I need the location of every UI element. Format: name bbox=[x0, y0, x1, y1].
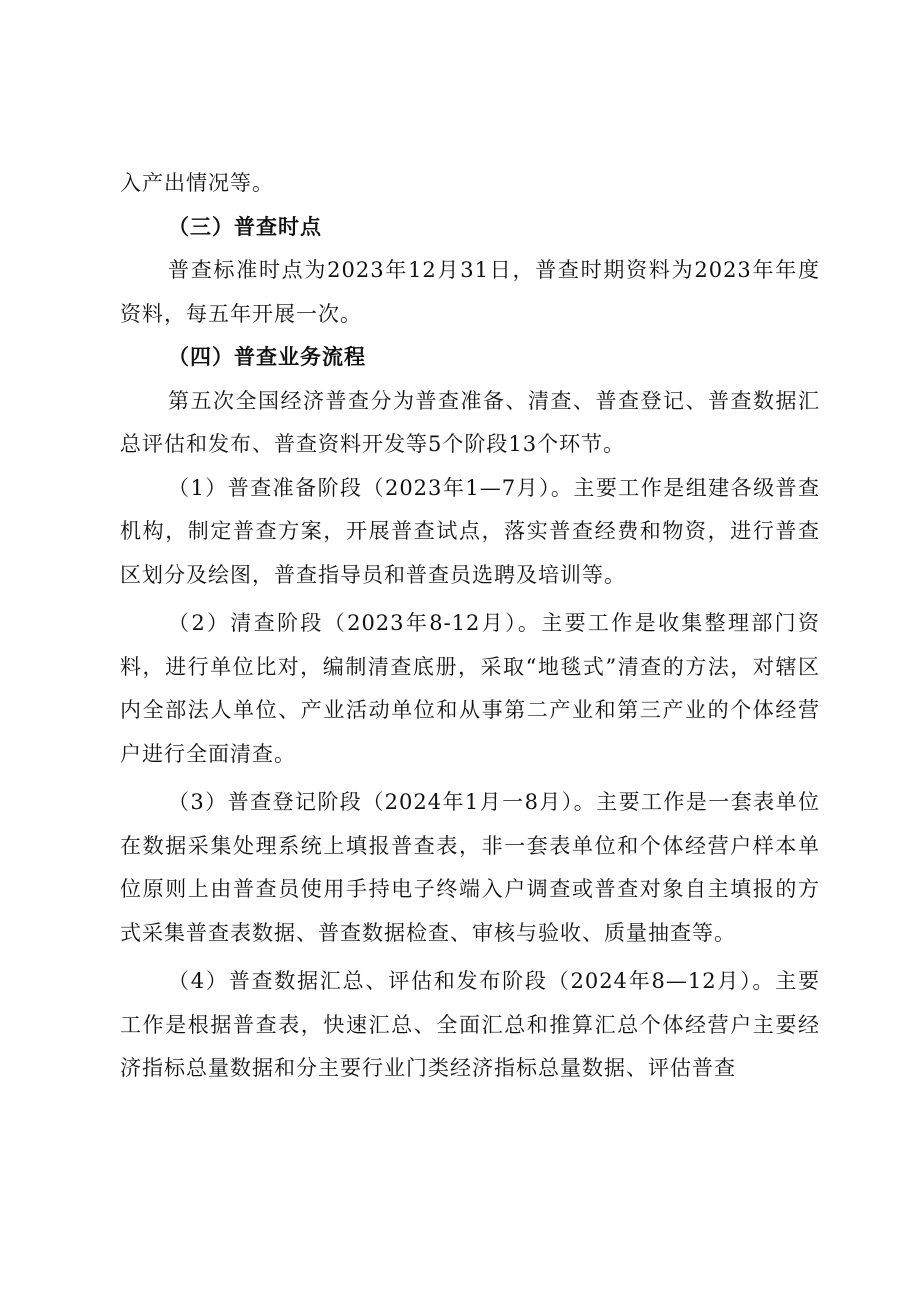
continuation-paragraph: 入产出情况等。 bbox=[120, 171, 274, 195]
document-page bbox=[120, 162, 820, 1091]
section-3-heading: （三）普查时点 bbox=[168, 214, 322, 239]
section-4-heading: （四）普查业务流程 bbox=[168, 345, 366, 369]
stage-1-paragraph: （1）普查准备阶段（2023年1—7月）。主要工作是组建各级普查机构，制定普查方案，开展普查试点，落实普查经费和物资，进行普查区划分及绘图，普查指导员和普查员选聘及培训等。 bbox=[120, 475, 820, 587]
stage-4-paragraph: （4）普查数据汇总、评估和发布阶段（2024年8—12月）。主要工作是根据普查表，快速汇总、全面汇总和推算汇总个体经营户主要经济指标总量数据和分主要行业门类经济指标总量数据、评估普查 bbox=[120, 969, 820, 1080]
stage-3-paragraph: （3）普查登记阶段（2024年1月一8月）。主要工作是一套表单位在数据采集处理系统上填报普查表，非一套表单位和个体经营户样本单位原则上由普查员使用手持电子终端入户调查或普查对象自主填报的方式采集普查表数据、普查数据检查、审核与验收、质量抽查等。 bbox=[120, 790, 820, 945]
section-3-body: 普查标准时点为2023年12月31日，普查时期资料为2023年年度资料，每五年开展一次。 bbox=[120, 258, 820, 326]
section-4-intro: 第五次全国经济普查分为普查准备、清查、普查登记、普查数据汇总评估和发布、普查资料开发等5个阶段13个环节。 bbox=[120, 388, 820, 456]
stage-2-paragraph: （2）清查阶段（2023年8-12月）。主要工作是收集整理部门资料，进行单位比对，编制清查底册，采取“地毯式”清查的方法，对辖区内全部法人单位、产业活动单位和从事第二产业和第三产业的个体经营户进行全面清查。 bbox=[120, 611, 820, 766]
